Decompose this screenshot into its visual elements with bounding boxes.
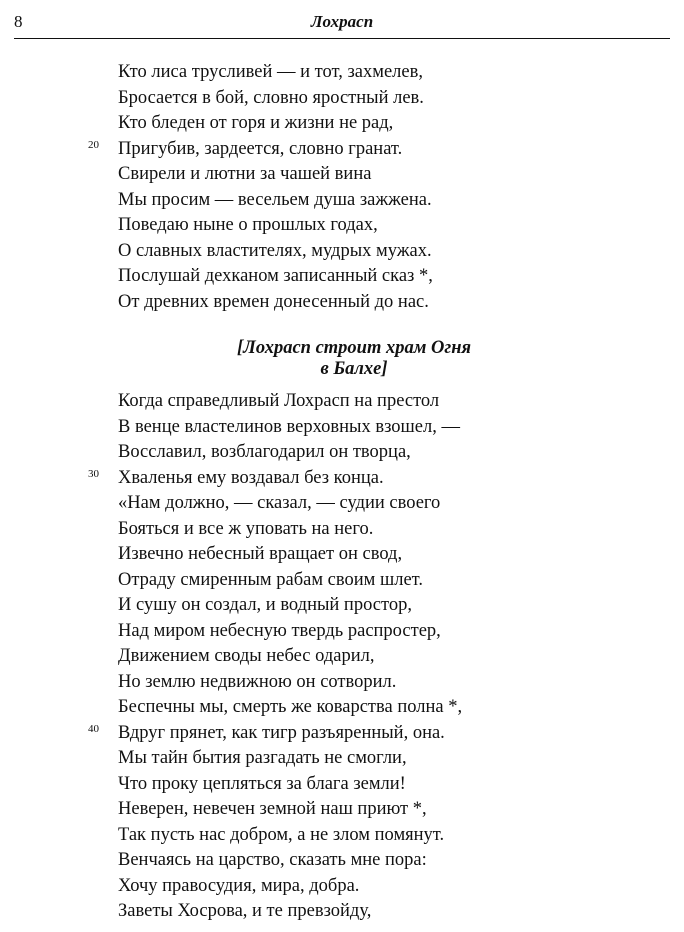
verse-line <box>118 874 462 900</box>
page-number: 8 <box>14 12 23 31</box>
verse-line <box>118 111 433 137</box>
verse-text: Пригубив, зардеется, словно гранат. <box>118 138 403 159</box>
line-number: 40 <box>88 722 99 735</box>
stanza-1 <box>88 60 433 315</box>
verse-text: Заветы Хосрова, и те превзойду, <box>118 901 372 921</box>
header-rule <box>14 38 670 39</box>
verse-line <box>118 290 433 316</box>
verse-line <box>118 899 462 925</box>
verse-text: Кто лиса трусливей — и тот, захмелев, <box>118 62 423 82</box>
line-number: 20 <box>88 138 99 151</box>
verse-text: Бояться и все ж уповать на него. <box>118 518 374 539</box>
verse-line <box>118 389 462 415</box>
verse-text: Свирели и лютни за чашей вина <box>118 164 372 184</box>
section-heading <box>0 338 684 380</box>
verse-text: Отраду смиренным рабам своим шлет. <box>118 569 423 590</box>
verse-text: Над миром небесную твердь распростер, <box>118 620 441 641</box>
verse-text: Неверен, невечен земной наш приют *, <box>118 799 427 819</box>
verse-line <box>118 797 462 823</box>
verse-text: Хочу правосудия, мира, добра. <box>118 875 360 896</box>
verse-line <box>118 86 433 112</box>
verse-text: Извечно небесный вращает он свод, <box>118 544 403 564</box>
verse-text: Мы просим — весельем душа зажжена. <box>118 189 432 210</box>
verse-text: Движением своды небес одарил, <box>118 646 375 666</box>
verse-text: Мы тайн бытия разгадать не смогли, <box>118 748 407 768</box>
verse-text: И сушу он создал, и водный простор, <box>118 595 412 615</box>
stanza-2 <box>88 389 463 925</box>
verse-text: Хваленья ему воздавал без конца. <box>118 467 384 488</box>
verse-line <box>118 188 433 214</box>
verse-text: Бросается в бой, словно яростный лев. <box>118 87 424 108</box>
verse-line <box>118 823 462 849</box>
verse-text: Но землю недвижною он сотворил. <box>118 671 397 692</box>
verse-line <box>118 848 462 874</box>
verse-text: Что проку цепляться за блага земли! <box>118 773 406 794</box>
verse-line <box>118 239 433 265</box>
verse-text: Послушай дехканом записанный сказ *, <box>118 266 433 286</box>
verse-text: Венчаясь на царство, сказать мне пора: <box>118 850 427 870</box>
verse-text: Восславил, возблагодарил он творца, <box>118 442 411 462</box>
verse-line <box>118 491 462 517</box>
verse-line <box>118 746 462 772</box>
section-heading-line-1: [Лохрасп строит храм Огня <box>236 338 472 358</box>
verse-line <box>88 466 462 492</box>
verse-line <box>118 213 433 239</box>
section-heading-line-2: в Балхе] <box>320 359 388 379</box>
verse-text: Беспечны мы, смерть же коварства полна *, <box>118 697 463 717</box>
verse-text: Поведаю ныне о прошлых годах, <box>118 215 378 235</box>
verse-line <box>118 568 462 594</box>
verse-line <box>118 415 462 441</box>
verse-line <box>118 619 462 645</box>
verse-line <box>118 440 462 466</box>
verse-line <box>88 721 462 747</box>
verse-line <box>118 162 433 188</box>
verse-text: Когда справедливый Лохрасп на престол <box>118 391 440 411</box>
verse-line <box>118 60 433 86</box>
verse-text: Так пусть нас добром, а не злом помянут. <box>118 824 445 845</box>
verse-text: Вдруг прянет, как тигр разъяренный, она. <box>118 722 445 743</box>
verse-line <box>118 695 462 721</box>
verse-line <box>118 593 462 619</box>
verse-line <box>118 644 462 670</box>
verse-line <box>118 517 462 543</box>
verse-line <box>118 264 433 290</box>
verse-text: «Нам должно, — сказал, — судии своего <box>118 493 441 513</box>
verse-line <box>118 542 462 568</box>
verse-text: В венце властелинов верховных взошел, — <box>118 416 460 437</box>
verse-text: О славных властителях, мудрых мужах. <box>118 240 432 261</box>
verse-text: Кто бледен от горя и жизни не рад, <box>118 113 394 133</box>
verse-text: От древних времен донесенный до нас. <box>118 291 429 312</box>
line-number: 30 <box>88 467 99 480</box>
running-title: Лохрасп <box>310 12 374 31</box>
verse-line <box>88 137 433 163</box>
verse-line <box>118 670 462 696</box>
verse-line <box>118 772 462 798</box>
